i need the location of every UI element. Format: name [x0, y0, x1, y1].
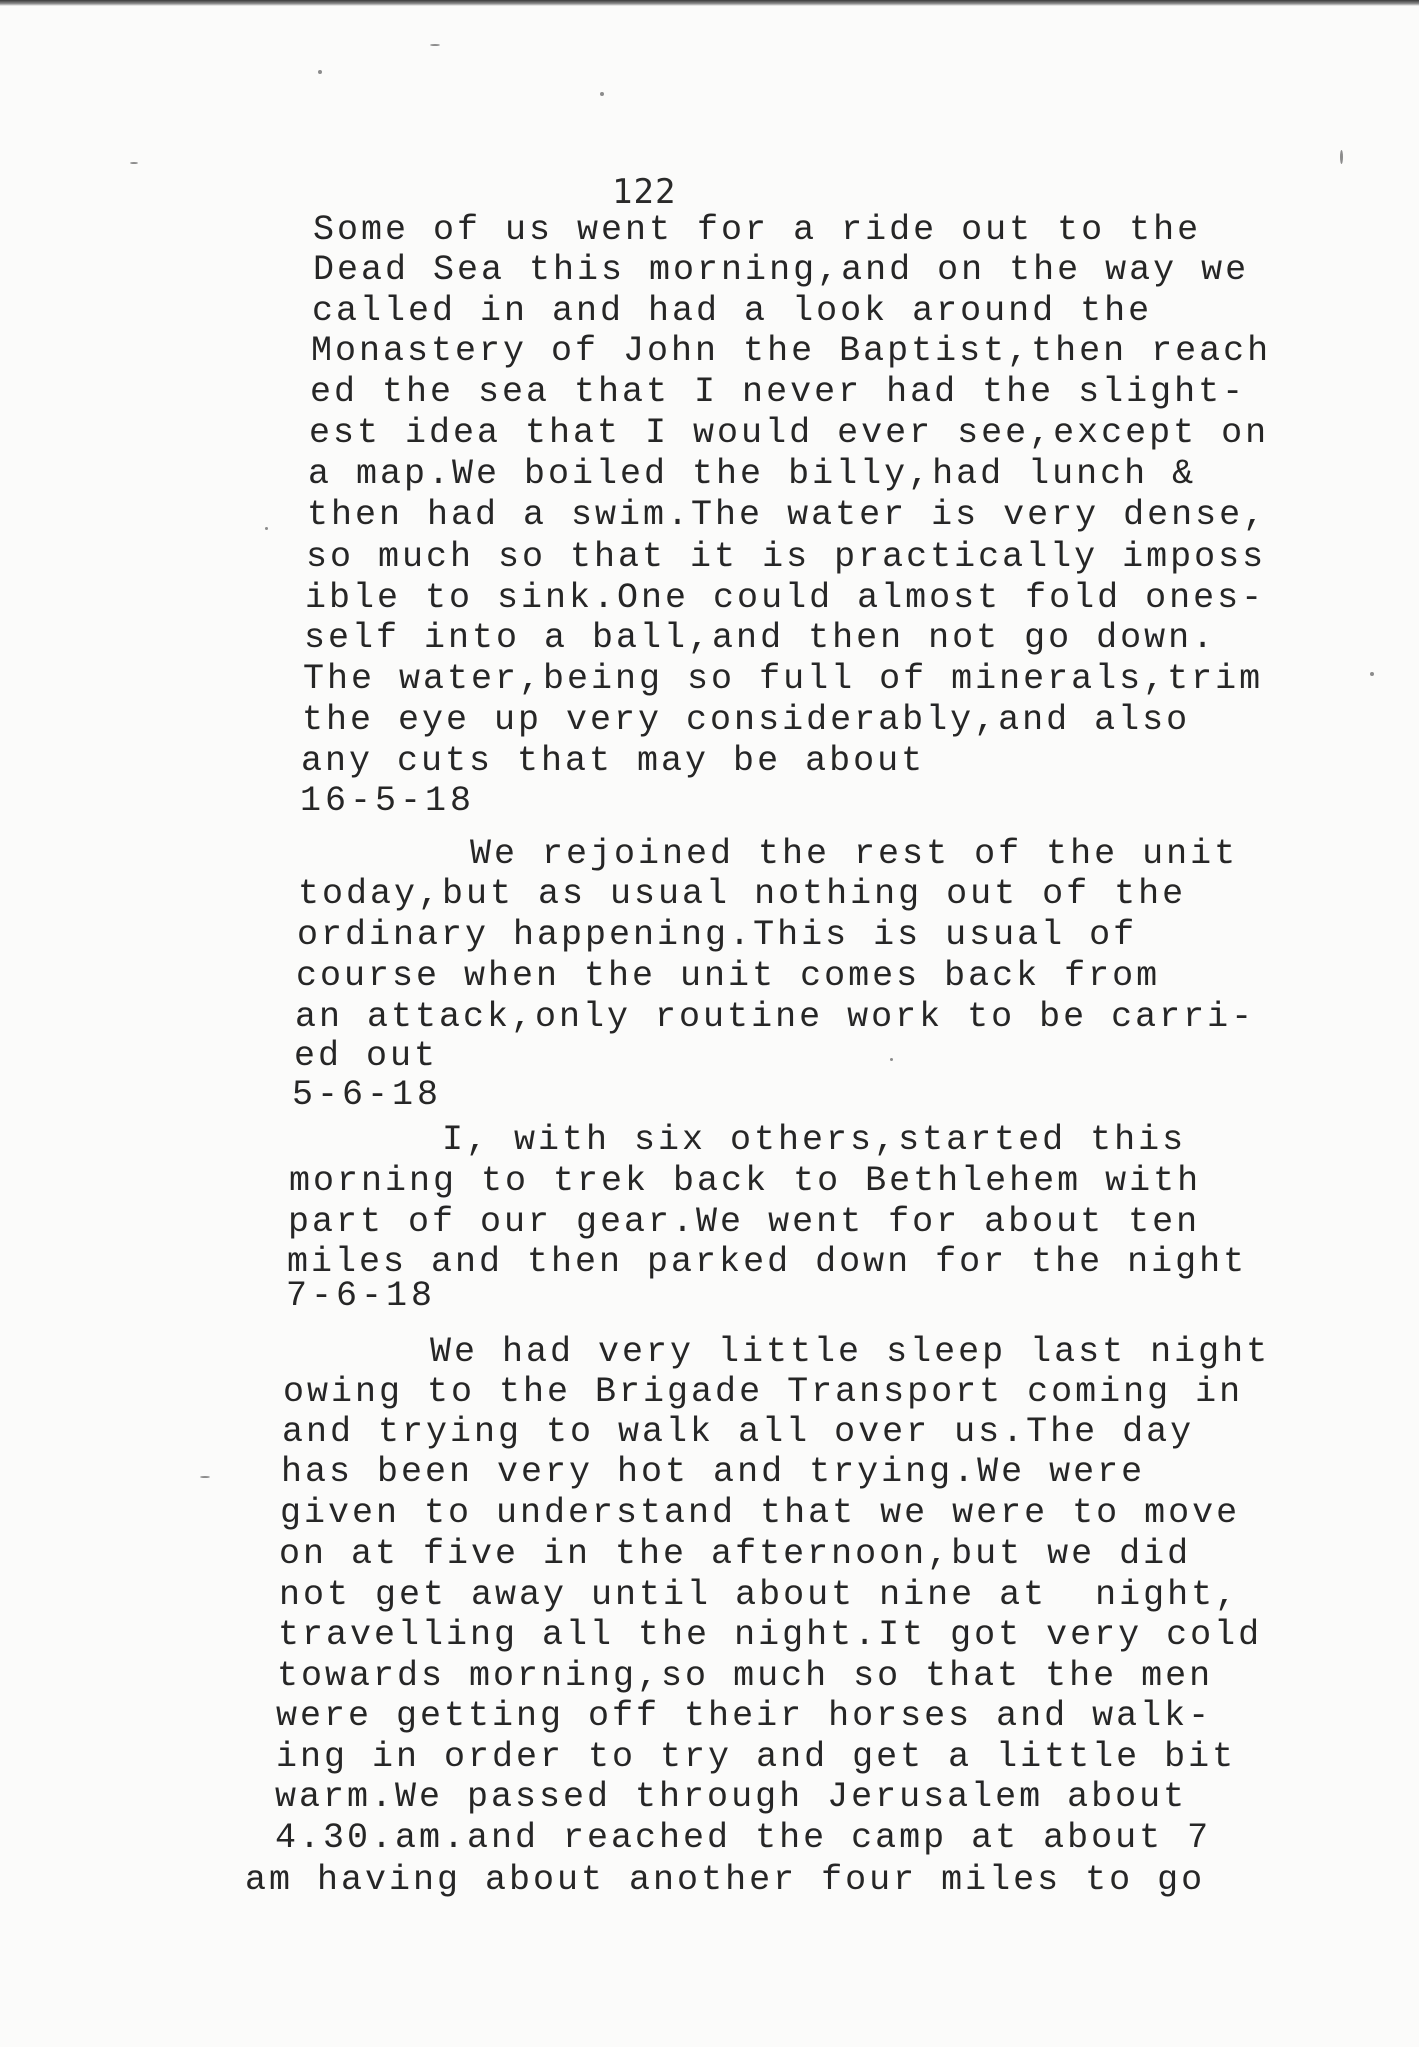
page-top-edge — [0, 0, 1419, 6]
diary-date: 16-5-18 — [300, 781, 476, 821]
text-line: ing in order to try and get a little bit — [276, 1737, 1237, 1777]
paper-speck — [430, 44, 440, 46]
text-line: has been very hot and trying.We were — [281, 1452, 1146, 1492]
text-line: part of our gear.We went for about ten — [288, 1202, 1201, 1242]
text-line: ed the sea that I never had the slight- — [310, 372, 1247, 412]
text-line: not get away until about nine at night, — [279, 1575, 1240, 1615]
text-line: today,but as usual nothing out of the — [298, 874, 1187, 914]
text-line: and trying to walk all over us.The day — [282, 1412, 1195, 1452]
page-number: 122 — [612, 172, 677, 212]
text-line: an attack,only routine work to be carri- — [295, 997, 1256, 1037]
text-line: owing to the Brigade Transport coming in — [283, 1372, 1244, 1412]
paper-speck — [265, 527, 268, 530]
text-line: miles and then parked down for the night — [287, 1242, 1248, 1282]
text-line: given to understand that we were to move — [280, 1493, 1241, 1533]
text-line: the eye up very considerably,and also — [302, 700, 1191, 740]
text-line: 4.30.am.and reached the camp at about 7 — [275, 1818, 1212, 1858]
text-line: Some of us went for a ride out to the — [313, 210, 1202, 250]
paper-speck — [1370, 672, 1374, 676]
text-line: ordinary happening.This is usual of — [297, 915, 1138, 955]
text-line: The water,being so full of minerals,trim — [303, 659, 1264, 699]
text-line: towards morning,so much so that the men — [277, 1656, 1214, 1696]
text-line: self into a ball,and then not go down. — [304, 618, 1217, 658]
text-line: any cuts that may be about — [301, 741, 926, 781]
text-line: course when the unit comes back from — [296, 956, 1161, 996]
text-line: ed out — [294, 1036, 439, 1076]
text-line: morning to trek back to Bethlehem with — [289, 1161, 1202, 1201]
diary-date: 5-6-18 — [292, 1075, 443, 1115]
text-line: am having about another four miles to go — [245, 1860, 1206, 1900]
text-line: I, with six others,started this — [442, 1120, 1187, 1160]
paper-speck — [1340, 150, 1343, 164]
text-line: est idea that I would ever see,except on — [309, 413, 1270, 453]
paper-speck — [318, 70, 322, 74]
paper-speck — [600, 92, 604, 96]
paper-speck — [200, 1476, 210, 1478]
text-line: so much so that it is practically imposs — [306, 537, 1267, 577]
text-line: Monastery of John the Baptist,then reach — [311, 331, 1272, 371]
text-line: on at five in the afternoon,but we did — [279, 1534, 1192, 1574]
text-line: a map.We boiled the billy,had lunch & — [308, 454, 1197, 494]
paper-speck — [130, 162, 138, 164]
text-line: We rejoined the rest of the unit — [470, 834, 1239, 874]
text-line: were getting off their horses and walk- — [276, 1696, 1213, 1736]
text-line: called in and had a look around the — [312, 291, 1153, 331]
text-line: We had very little sleep last night — [430, 1332, 1271, 1372]
diary-date: 7-6-18 — [286, 1276, 437, 1316]
text-line: warm.We passed through Jerusalem about — [275, 1777, 1188, 1817]
text-line: Dead Sea this morning,and on the way we — [313, 250, 1250, 290]
text-line: travelling all the night.It got very cold — [278, 1615, 1263, 1655]
text-line: ible to sink.One could almost fold ones- — [305, 578, 1266, 618]
text-line: then had a swim.The water is very dense, — [307, 495, 1268, 535]
paper-speck — [890, 1058, 893, 1061]
